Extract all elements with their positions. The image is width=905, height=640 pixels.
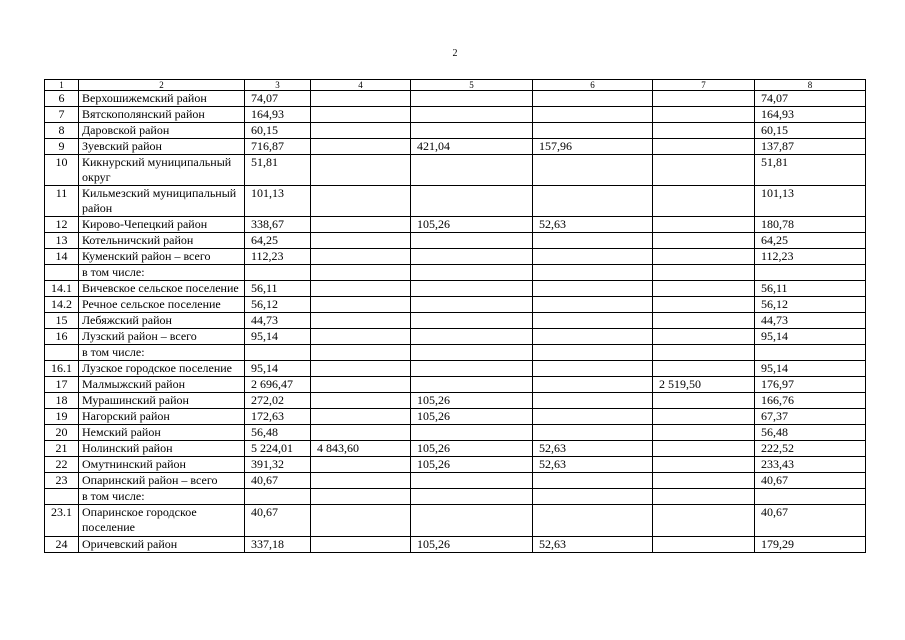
header-row bbox=[45, 80, 866, 91]
table-row bbox=[45, 281, 866, 297]
cell-col7 bbox=[653, 505, 755, 536]
row-label: Опаринское городское поселение bbox=[79, 505, 245, 536]
cell-col4 bbox=[311, 123, 411, 139]
cell-col8: 164,93 bbox=[755, 107, 866, 123]
cell-col7 bbox=[653, 345, 755, 361]
cell-col3: 337,18 bbox=[245, 536, 311, 552]
cell-col3: 56,48 bbox=[245, 425, 311, 441]
cell-col6: 52,63 bbox=[533, 441, 653, 457]
cell-col8: 56,12 bbox=[755, 297, 866, 313]
row-number: 24 bbox=[45, 536, 79, 552]
cell-col6 bbox=[533, 107, 653, 123]
cell-col3: 391,32 bbox=[245, 457, 311, 473]
cell-col7 bbox=[653, 297, 755, 313]
cell-col7 bbox=[653, 281, 755, 297]
row-label: Речное сельское поселение bbox=[79, 297, 245, 313]
cell-col5 bbox=[411, 425, 533, 441]
cell-col8: 112,23 bbox=[755, 249, 866, 265]
cell-col4 bbox=[311, 139, 411, 155]
row-number: 9 bbox=[45, 139, 79, 155]
cell-col4 bbox=[311, 489, 411, 505]
row-number bbox=[45, 265, 79, 281]
cell-col8 bbox=[755, 489, 866, 505]
row-label: Мурашинский район bbox=[79, 393, 245, 409]
cell-col6 bbox=[533, 329, 653, 345]
cell-col5 bbox=[411, 473, 533, 489]
table-row bbox=[45, 377, 866, 393]
cell-col8 bbox=[755, 265, 866, 281]
row-number: 20 bbox=[45, 425, 79, 441]
cell-col6: 52,63 bbox=[533, 536, 653, 552]
row-label: в том числе: bbox=[79, 265, 245, 281]
cell-col5 bbox=[411, 186, 533, 217]
row-number: 11 bbox=[45, 186, 79, 217]
row-label: Кильмезский муниципальный район bbox=[79, 186, 245, 217]
row-number: 19 bbox=[45, 409, 79, 425]
cell-col6 bbox=[533, 123, 653, 139]
row-label: Нагорский район bbox=[79, 409, 245, 425]
cell-col6 bbox=[533, 91, 653, 107]
cell-col8: 40,67 bbox=[755, 473, 866, 489]
cell-col5: 105,26 bbox=[411, 457, 533, 473]
cell-col8: 60,15 bbox=[755, 123, 866, 139]
table-row bbox=[45, 313, 866, 329]
table-row bbox=[45, 329, 866, 345]
table-body bbox=[45, 91, 866, 553]
row-number: 8 bbox=[45, 123, 79, 139]
cell-col8: 74,07 bbox=[755, 91, 866, 107]
cell-col5 bbox=[411, 249, 533, 265]
cell-col5 bbox=[411, 265, 533, 281]
row-label: Опаринский район – всего bbox=[79, 473, 245, 489]
cell-col3: 716,87 bbox=[245, 139, 311, 155]
cell-col3 bbox=[245, 265, 311, 281]
cell-col4 bbox=[311, 329, 411, 345]
cell-col6 bbox=[533, 186, 653, 217]
cell-col5 bbox=[411, 329, 533, 345]
cell-col6 bbox=[533, 345, 653, 361]
cell-col8: 44,73 bbox=[755, 313, 866, 329]
cell-col4 bbox=[311, 217, 411, 233]
cell-col6 bbox=[533, 361, 653, 377]
cell-col5 bbox=[411, 345, 533, 361]
row-label: Омутнинский район bbox=[79, 457, 245, 473]
cell-col3: 95,14 bbox=[245, 361, 311, 377]
row-label: Зуевский район bbox=[79, 139, 245, 155]
cell-col7 bbox=[653, 393, 755, 409]
cell-col4 bbox=[311, 505, 411, 536]
cell-col4 bbox=[311, 155, 411, 186]
cell-col8: 56,48 bbox=[755, 425, 866, 441]
cell-col4 bbox=[311, 393, 411, 409]
cell-col7 bbox=[653, 139, 755, 155]
cell-col6 bbox=[533, 377, 653, 393]
cell-col3: 74,07 bbox=[245, 91, 311, 107]
row-number: 15 bbox=[45, 313, 79, 329]
header-col4: 4 bbox=[311, 80, 411, 91]
cell-col3: 56,11 bbox=[245, 281, 311, 297]
cell-col3: 40,67 bbox=[245, 473, 311, 489]
row-number: 16 bbox=[45, 329, 79, 345]
table-row bbox=[45, 297, 866, 313]
row-label: в том числе: bbox=[79, 345, 245, 361]
cell-col3: 338,67 bbox=[245, 217, 311, 233]
table-row bbox=[45, 249, 866, 265]
row-label: Немский район bbox=[79, 425, 245, 441]
cell-col4 bbox=[311, 297, 411, 313]
cell-col3: 64,25 bbox=[245, 233, 311, 249]
row-number: 6 bbox=[45, 91, 79, 107]
cell-col6 bbox=[533, 281, 653, 297]
row-number: 23.1 bbox=[45, 505, 79, 536]
cell-col3 bbox=[245, 345, 311, 361]
cell-col4 bbox=[311, 409, 411, 425]
cell-col6 bbox=[533, 425, 653, 441]
table-row bbox=[45, 473, 866, 489]
cell-col3: 2 696,47 bbox=[245, 377, 311, 393]
table-row bbox=[45, 409, 866, 425]
cell-col6: 157,96 bbox=[533, 139, 653, 155]
row-number bbox=[45, 345, 79, 361]
cell-col5: 421,04 bbox=[411, 139, 533, 155]
row-label: Лузское городское поселение bbox=[79, 361, 245, 377]
cell-col4 bbox=[311, 265, 411, 281]
row-number: 10 bbox=[45, 155, 79, 186]
cell-col5 bbox=[411, 313, 533, 329]
table-row bbox=[45, 441, 866, 457]
cell-col4 bbox=[311, 249, 411, 265]
row-number bbox=[45, 489, 79, 505]
cell-col5 bbox=[411, 91, 533, 107]
cell-col5 bbox=[411, 489, 533, 505]
row-number: 18 bbox=[45, 393, 79, 409]
cell-col6: 52,63 bbox=[533, 217, 653, 233]
cell-col3: 101,13 bbox=[245, 186, 311, 217]
row-label: Нолинский район bbox=[79, 441, 245, 457]
cell-col5 bbox=[411, 505, 533, 536]
cell-col6 bbox=[533, 393, 653, 409]
cell-col8: 64,25 bbox=[755, 233, 866, 249]
cell-col5 bbox=[411, 107, 533, 123]
cell-col6 bbox=[533, 505, 653, 536]
row-label: Малмыжский район bbox=[79, 377, 245, 393]
cell-col5: 105,26 bbox=[411, 217, 533, 233]
cell-col3: 172,63 bbox=[245, 409, 311, 425]
cell-col7 bbox=[653, 361, 755, 377]
table-row bbox=[45, 139, 866, 155]
cell-col5 bbox=[411, 233, 533, 249]
cell-col8: 176,97 bbox=[755, 377, 866, 393]
table-row bbox=[45, 536, 866, 552]
cell-col4 bbox=[311, 186, 411, 217]
row-label: Куменский район – всего bbox=[79, 249, 245, 265]
row-label: в том числе: bbox=[79, 489, 245, 505]
cell-col7 bbox=[653, 249, 755, 265]
cell-col8: 56,11 bbox=[755, 281, 866, 297]
cell-col8: 67,37 bbox=[755, 409, 866, 425]
cell-col5: 105,26 bbox=[411, 393, 533, 409]
row-label: Кирово-Чепецкий район bbox=[79, 217, 245, 233]
cell-col5 bbox=[411, 281, 533, 297]
cell-col6 bbox=[533, 313, 653, 329]
header-col8: 8 bbox=[755, 80, 866, 91]
cell-col3: 44,73 bbox=[245, 313, 311, 329]
cell-col7 bbox=[653, 217, 755, 233]
cell-col3: 95,14 bbox=[245, 329, 311, 345]
cell-col5: 105,26 bbox=[411, 441, 533, 457]
cell-col5: 105,26 bbox=[411, 536, 533, 552]
cell-col4 bbox=[311, 457, 411, 473]
cell-col7 bbox=[653, 425, 755, 441]
table-row bbox=[45, 91, 866, 107]
cell-col5: 105,26 bbox=[411, 409, 533, 425]
cell-col7 bbox=[653, 536, 755, 552]
table-row bbox=[45, 123, 866, 139]
row-number: 16.1 bbox=[45, 361, 79, 377]
cell-col8: 101,13 bbox=[755, 186, 866, 217]
row-number: 14.2 bbox=[45, 297, 79, 313]
cell-col5 bbox=[411, 155, 533, 186]
header-col6: 6 bbox=[533, 80, 653, 91]
row-label: Верхошижемский район bbox=[79, 91, 245, 107]
table-row bbox=[45, 217, 866, 233]
row-label: Вичевское сельское поселение bbox=[79, 281, 245, 297]
table-row bbox=[45, 345, 866, 361]
row-label: Лебяжский район bbox=[79, 313, 245, 329]
cell-col4 bbox=[311, 425, 411, 441]
row-number: 13 bbox=[45, 233, 79, 249]
cell-col8: 51,81 bbox=[755, 155, 866, 186]
table-row bbox=[45, 457, 866, 473]
cell-col3: 272,02 bbox=[245, 393, 311, 409]
table-row bbox=[45, 361, 866, 377]
cell-col4 bbox=[311, 377, 411, 393]
cell-col7 bbox=[653, 155, 755, 186]
cell-col4 bbox=[311, 107, 411, 123]
cell-col7 bbox=[653, 107, 755, 123]
row-label: Вятскополянский район bbox=[79, 107, 245, 123]
cell-col7: 2 519,50 bbox=[653, 377, 755, 393]
cell-col8: 137,87 bbox=[755, 139, 866, 155]
cell-col8: 95,14 bbox=[755, 329, 866, 345]
cell-col8 bbox=[755, 345, 866, 361]
row-label: Котельничский район bbox=[79, 233, 245, 249]
cell-col7 bbox=[653, 457, 755, 473]
header-col7: 7 bbox=[653, 80, 755, 91]
cell-col7 bbox=[653, 265, 755, 281]
cell-col6 bbox=[533, 473, 653, 489]
row-number: 14.1 bbox=[45, 281, 79, 297]
header-col2: 2 bbox=[79, 80, 245, 91]
cell-col7 bbox=[653, 123, 755, 139]
table-row bbox=[45, 265, 866, 281]
cell-col5 bbox=[411, 123, 533, 139]
row-number: 23 bbox=[45, 473, 79, 489]
cell-col4 bbox=[311, 361, 411, 377]
cell-col7 bbox=[653, 91, 755, 107]
row-label: Оричевский район bbox=[79, 536, 245, 552]
table-row bbox=[45, 505, 866, 536]
cell-col6 bbox=[533, 155, 653, 186]
cell-col4 bbox=[311, 473, 411, 489]
header-col5: 5 bbox=[411, 80, 533, 91]
row-number: 17 bbox=[45, 377, 79, 393]
cell-col4 bbox=[311, 313, 411, 329]
cell-col7 bbox=[653, 329, 755, 345]
cell-col7 bbox=[653, 409, 755, 425]
header-col3: 3 bbox=[245, 80, 311, 91]
row-number: 12 bbox=[45, 217, 79, 233]
cell-col6 bbox=[533, 249, 653, 265]
header-col1: 1 bbox=[45, 80, 79, 91]
cell-col8: 95,14 bbox=[755, 361, 866, 377]
cell-col5 bbox=[411, 377, 533, 393]
cell-col4 bbox=[311, 281, 411, 297]
cell-col7 bbox=[653, 489, 755, 505]
cell-col3: 5 224,01 bbox=[245, 441, 311, 457]
cell-col3: 40,67 bbox=[245, 505, 311, 536]
cell-col7 bbox=[653, 233, 755, 249]
cell-col8: 222,52 bbox=[755, 441, 866, 457]
row-number: 14 bbox=[45, 249, 79, 265]
cell-col6 bbox=[533, 297, 653, 313]
cell-col6 bbox=[533, 489, 653, 505]
cell-col7 bbox=[653, 473, 755, 489]
row-label: Даровской район bbox=[79, 123, 245, 139]
table-row bbox=[45, 425, 866, 441]
page-number: 2 bbox=[452, 48, 458, 59]
table-row bbox=[45, 155, 866, 186]
cell-col8: 233,43 bbox=[755, 457, 866, 473]
cell-col8: 179,29 bbox=[755, 536, 866, 552]
cell-col4 bbox=[311, 91, 411, 107]
cell-col3: 56,12 bbox=[245, 297, 311, 313]
cell-col6 bbox=[533, 233, 653, 249]
cell-col3: 112,23 bbox=[245, 249, 311, 265]
cell-col4: 4 843,60 bbox=[311, 441, 411, 457]
cell-col4 bbox=[311, 233, 411, 249]
cell-col6: 52,63 bbox=[533, 457, 653, 473]
cell-col6 bbox=[533, 409, 653, 425]
row-label: Лузский район – всего bbox=[79, 329, 245, 345]
cell-col7 bbox=[653, 186, 755, 217]
row-number: 22 bbox=[45, 457, 79, 473]
cell-col8: 166,76 bbox=[755, 393, 866, 409]
cell-col4 bbox=[311, 536, 411, 552]
table-row bbox=[45, 107, 866, 123]
cell-col3: 164,93 bbox=[245, 107, 311, 123]
cell-col3: 51,81 bbox=[245, 155, 311, 186]
table-row bbox=[45, 186, 866, 217]
cell-col3: 60,15 bbox=[245, 123, 311, 139]
cell-col8: 180,78 bbox=[755, 217, 866, 233]
cell-col5 bbox=[411, 297, 533, 313]
cell-col7 bbox=[653, 313, 755, 329]
cell-col6 bbox=[533, 265, 653, 281]
table-row bbox=[45, 393, 866, 409]
cell-col4 bbox=[311, 345, 411, 361]
cell-col3 bbox=[245, 489, 311, 505]
row-number: 7 bbox=[45, 107, 79, 123]
cell-col7 bbox=[653, 441, 755, 457]
table-row bbox=[45, 233, 866, 249]
cell-col8: 40,67 bbox=[755, 505, 866, 536]
cell-col5 bbox=[411, 361, 533, 377]
table-row bbox=[45, 489, 866, 505]
row-label: Кикнурский муниципальный округ bbox=[79, 155, 245, 186]
allocation-table bbox=[44, 79, 866, 553]
row-number: 21 bbox=[45, 441, 79, 457]
